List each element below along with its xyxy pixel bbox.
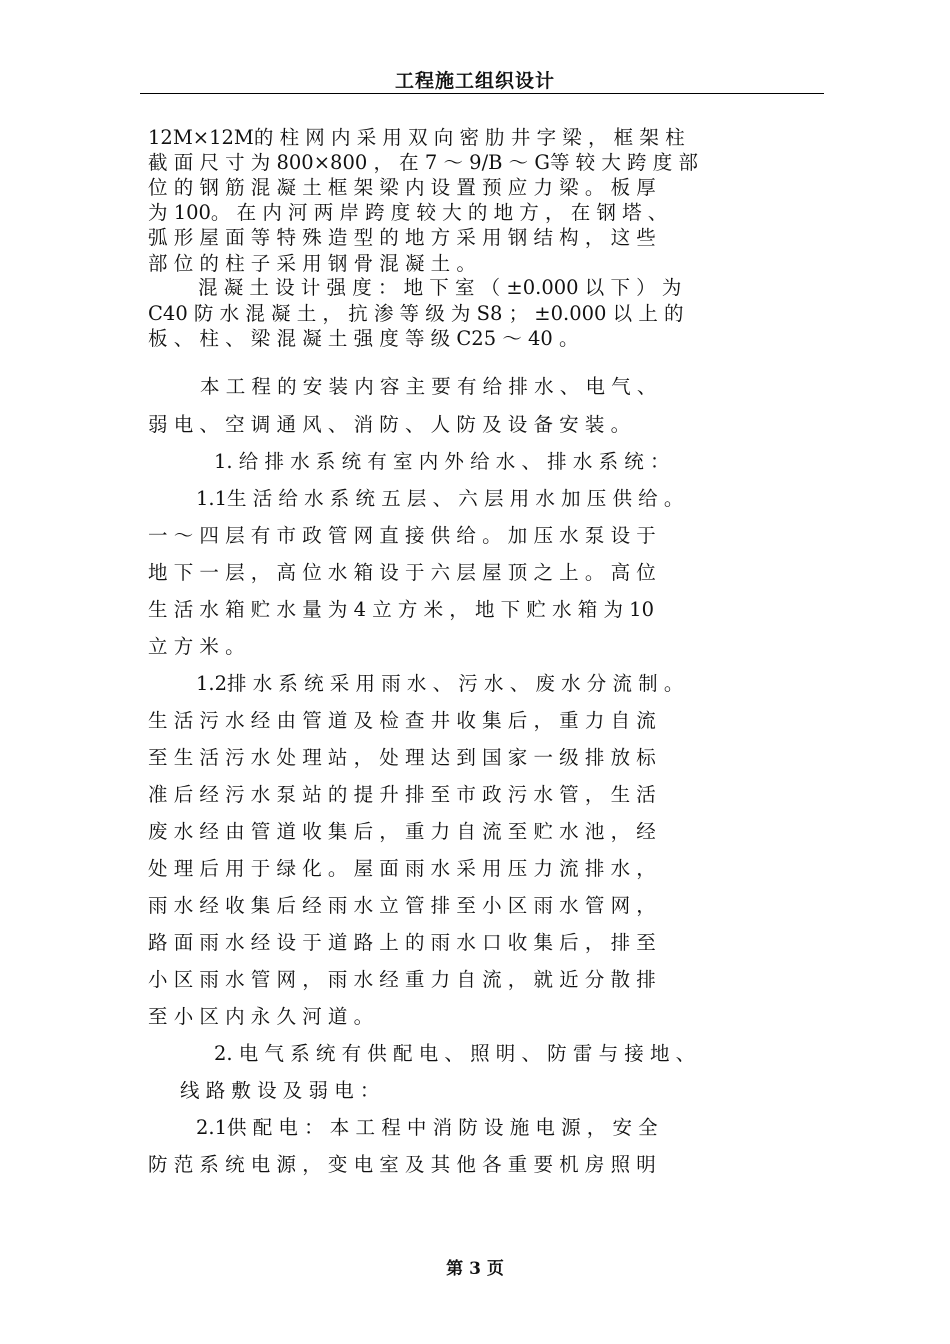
text-line: 1.2排 水 系 统 采 用 雨 水 、 污 水 、 废 水 分 流 制 。	[196, 672, 684, 695]
text-line: 部 位 的 柱 子 采 用 钢 骨 混 凝 土 。	[148, 252, 476, 275]
page-number: 第 3 页	[446, 1259, 504, 1279]
text-line: 路 面 雨 水 经 设 于 道 路 上 的 雨 水 口 收 集 后 ， 排 至	[148, 931, 656, 954]
text-line: 处 理 后 用 于 绿 化 。 屋 面 雨 水 采 用 压 力 流 排 水 ，	[148, 857, 656, 880]
text-line: 地 下 一 层 ， 高 位 水 箱 设 于 六 层 屋 顶 之 上 。 高 位	[148, 561, 656, 584]
text-line: 1.1生 活 给 水 系 统 五 层 、 六 层 用 水 加 压 供 给 。	[196, 487, 684, 510]
text-line: 混 凝 土 设 计 强 度 ： 地 下 室 （ ±0.000 以 下 ） 为	[198, 276, 682, 299]
text-line: 2.1供 配 电 ： 本 工 程 中 消 防 设 施 电 源 ， 安 全	[196, 1116, 658, 1139]
text-line: 为 100。 在 内 河 两 岸 跨 度 较 大 的 地 方 ， 在 钢 塔 、	[148, 201, 668, 224]
text-line: 立 方 米 。	[148, 635, 245, 658]
text-line: 雨 水 经 收 集 后 经 雨 水 立 管 排 至 小 区 雨 水 管 网 ，	[148, 894, 656, 917]
text-line: 至 小 区 内 永 久 河 道 。	[148, 1005, 374, 1028]
text-line: 一 ～ 四 层 有 市 政 管 网 直 接 供 给 。 加 压 水 泵 设 于	[148, 524, 656, 547]
text-line: 废 水 经 由 管 道 收 集 后 ， 重 力 自 流 至 贮 水 池 ， 经	[148, 820, 656, 843]
text-line: 本 工 程 的 安 装 内 容 主 要 有 给 排 水 、 电 气 、	[200, 375, 657, 398]
text-line: 防 范 系 统 电 源 ， 变 电 室 及 其 他 各 重 要 机 房 照 明	[148, 1153, 656, 1176]
text-line: 1. 给 排 水 系 统 有 室 内 外 给 水 、 排 水 系 统 ：	[214, 450, 670, 473]
text-line: C40 防 水 混 凝 土 ， 抗 渗 等 级 为 S8 ； ±0.000 以 上 的	[148, 302, 684, 325]
text-line: 生 活 水 箱 贮 水 量 为 4 立 方 米 ， 地 下 贮 水 箱 为 10	[148, 598, 654, 621]
text-line: 12M×12M的 柱 网 内 采 用 双 向 密 肋 井 字 梁 ， 框 架 柱	[148, 126, 685, 149]
text-line: 线 路 敷 设 及 弱 电 ：	[180, 1079, 380, 1102]
page-header-title: 工程施工组织设计	[394, 70, 555, 92]
text-line: 小 区 雨 水 管 网 ， 雨 水 经 重 力 自 流 ， 就 近 分 散 排	[148, 968, 656, 991]
text-line: 截 面 尺 寸 为 800×800 ， 在 7 ～ 9/B ～ G等 较 大 跨 度 部	[148, 151, 698, 174]
text-line: 至 生 活 污 水 处 理 站 ， 处 理 达 到 国 家 一 级 排 放 标	[148, 746, 656, 769]
text-line: 弧 形 屋 面 等 特 殊 造 型 的 地 方 采 用 钢 结 构 ， 这 些	[148, 226, 656, 249]
header-divider	[140, 93, 824, 94]
text-line: 准 后 经 污 水 泵 站 的 提 升 排 至 市 政 污 水 管 ， 生 活	[148, 783, 656, 806]
text-line: 2. 电 气 系 统 有 供 配 电 、 照 明 、 防 雷 与 接 地 、	[214, 1042, 696, 1065]
text-line: 弱 电 、 空 调 通 风 、 消 防 、 人 防 及 设 备 安 装 。	[148, 413, 631, 436]
text-line: 位 的 钢 筋 混 凝 土 框 架 梁 内 设 置 预 应 力 梁 。 板 厚	[148, 176, 656, 199]
text-line: 生 活 污 水 经 由 管 道 及 检 查 井 收 集 后 ， 重 力 自 流	[148, 709, 656, 732]
text-line: 板 、 柱 、 梁 混 凝 土 强 度 等 级 C25 ～ 40 。	[148, 327, 579, 350]
